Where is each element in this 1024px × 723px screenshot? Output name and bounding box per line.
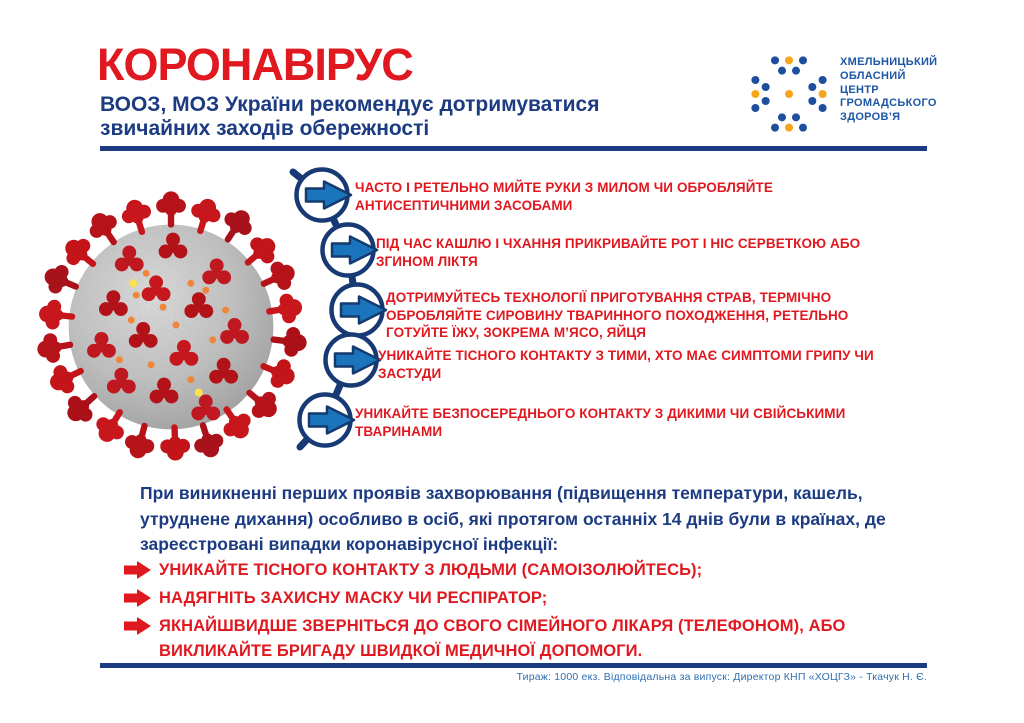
step-marker-4 (326, 335, 381, 386)
org-name-line: ХМЕЛЬНИЦЬКИЙ (840, 56, 938, 68)
subtitle-line-1: ВООЗ, МОЗ України рекомендує дотримуватися (100, 93, 600, 116)
recommendation-item: ЧАСТО І РЕТЕЛЬНО МИЙТЕ РУКИ З МИЛОМ ЧИ ОБРОБЛЯЙТЕ АНТИСЕПТИЧНИМИ ЗАСОБАМИ (355, 180, 773, 213)
red-arrow-right-icon (124, 561, 151, 579)
red-arrow-right-icon (124, 589, 151, 607)
step-marker-1 (297, 170, 352, 221)
action-text: УНИКАЙТЕ ТІСНОГО КОНТАКТУ З ЛЮДЬМИ (САМОІЗОЛЮЙТЕСЬ); (159, 561, 703, 579)
coronavirus-illustration (22, 176, 320, 474)
red-arrow-right-icon (124, 617, 151, 635)
header-divider (100, 146, 927, 151)
recommendation-item: УНИКАЙТЕ БЕЗПОСЕРЕДНЬОГО КОНТАКТУ З ДИКИМИ ЧИ СВІЙСЬКИМИ ТВАРИНАМИ (355, 406, 846, 439)
org-name-line: ОБЛАСНИЙ (840, 69, 906, 82)
page-title: КОРОНАВІРУС (97, 39, 413, 90)
org-name (840, 56, 937, 125)
warning-intro: При виникненні перших проявів захворювання (підвищення температури, кашель, утруднене дихання) особливо в осіб, які протягом останніх 14 днів були в країнах, де зареєстровані випадки коронавірусної інфекції: (140, 483, 886, 554)
recommendation-item: ДОТРИМУЙТЕСЬ ТЕХНОЛОГІЇ ПРИГОТУВАННЯ СТРАВ, ТЕРМІЧНО ОБРОБЛЯЙТЕ СИРОВИНУ ТВАРИННОГО ПОХОДЖЕННЯ, РЕТЕЛЬНО ГОТУЙТЕ ЇЖУ, ЗОКРЕМА М’ЯСО, ЯЙЦЯ (386, 290, 849, 340)
action-item (124, 558, 934, 583)
org-name-line: ГРОМАДСЬКОГО (840, 97, 937, 110)
step-marker-3 (332, 285, 387, 336)
subtitle-line-2: звичайних заходів обережності (100, 117, 430, 140)
subtitle (100, 93, 600, 141)
action-text: ЯКНАЙШВИДШЕ ЗВЕРНІТЬСЯ ДО СВОГО СІМЕЙНОГО ЛІКАРЯ (ТЕЛЕФОНОМ), АБО ВИКЛИКАЙТЕ БРИГАДУ ШВИДКОЇ МЕДИЧНОЇ ДОПОМОГИ. (159, 617, 846, 660)
step-marker-2 (323, 225, 378, 276)
imprint-text: Тираж: 1000 екз. Відповідальна за випуск: Директор КНП «ХОЦГЗ» - Ткачук Н. Є. (516, 671, 927, 683)
action-item (124, 614, 934, 664)
recommendation-item: УНИКАЙТЕ ТІСНОГО КОНТАКТУ З ТИМИ, ХТО МАЄ СИМПТОМИ ГРИПУ ЧИ ЗАСТУДИ (378, 348, 874, 381)
org-name-line: ЦЕНТР (840, 83, 879, 96)
action-item (124, 586, 934, 611)
recommendation-item: ПІД ЧАС КАШЛЮ І ЧХАННЯ ПРИКРИВАЙТЕ РОТ І НІС СЕРВЕТКОЮ АБО ЗГИНОМ ЛІКТЯ (376, 236, 861, 269)
actions-list (124, 558, 934, 667)
org-name-line: ЗДОРОВ’Я (840, 111, 901, 124)
action-text: НАДЯГНІТЬ ЗАХИСНУ МАСКУ ЧИ РЕСПІРАТОР; (159, 589, 548, 607)
footer-divider (100, 663, 927, 668)
step-marker-5 (300, 395, 355, 446)
health-center-logo-icon (747, 52, 831, 136)
